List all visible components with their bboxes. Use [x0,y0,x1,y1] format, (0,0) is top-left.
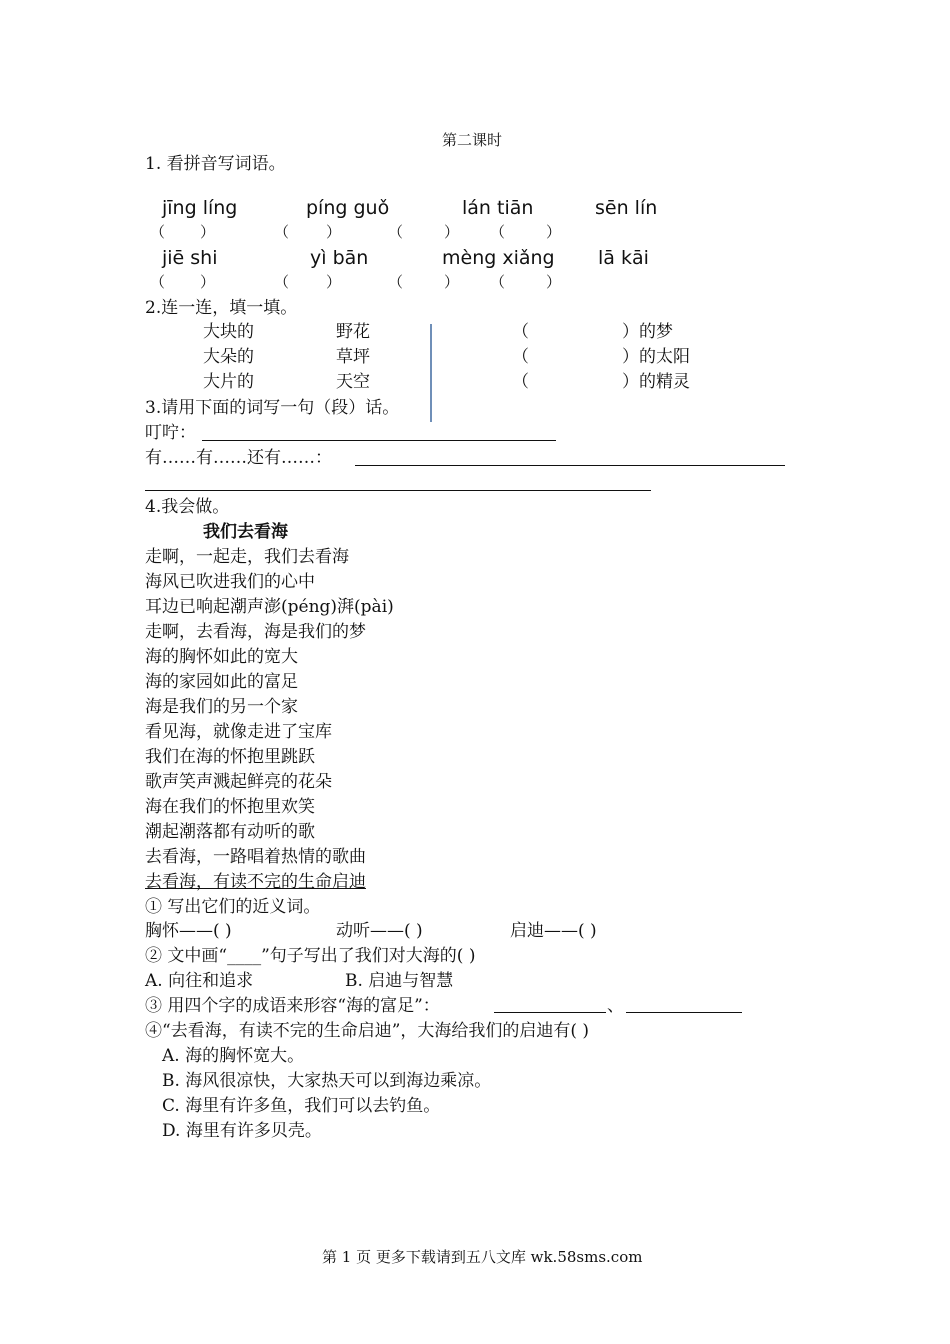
sub-question-4: ④“去看海，有读不完的生命启迪”，大海给我们的启迪有( ) [145,1021,590,1041]
pinyin-item: lán tiān [462,197,534,219]
poem-line: 潮起潮落都有动听的歌 [145,822,315,842]
pinyin-item: mèng xiǎng [442,247,555,269]
fill-ending: ）的太阳 [622,347,690,367]
poem-line: 去看海，一路唱着热情的歌曲 [145,847,366,867]
sub-question-3: ③ 用四个字的成语来形容“海的富足”： [145,996,440,1016]
synonym-item: 启迪——( ) [510,921,597,941]
poem-line: 海是我们的另一个家 [145,697,298,717]
answer-paren-open: （ [490,223,506,241]
poem-line: 海的胸怀如此的宽大 [145,647,298,667]
option-b: B. 启迪与智慧 [345,971,454,991]
poem-line-underlined: 去看海，有读不完的生命启迪 [145,872,366,892]
pinyin-item: yì bān [310,247,369,269]
answer-paren-close: ） [546,273,562,291]
q2-heading: 2.连一连，填一填。 [145,298,298,318]
poem-line: 走啊，一起走，我们去看海 [145,547,349,567]
answer-paren-open: （ [388,273,404,291]
fill-ending: ）的精灵 [622,372,690,392]
synonym-item: 胸怀——( ) [145,921,232,941]
answer-line [494,1012,606,1013]
answer-paren-close: ） [444,273,460,291]
answer-line [202,440,556,441]
page-footer: 第 1 页 更多下载请到五八文库 wk.58sms.com [322,1248,643,1266]
synonym-item: 动听——( ) [336,921,423,941]
match-left-item: 大块的 [203,322,254,342]
answer-paren-open: （ [150,223,166,241]
divider-line [430,324,432,422]
match-right-item: 天空 [336,372,370,392]
answer-paren-open: （ [274,273,290,291]
poem-title: 我们去看海 [203,522,288,542]
fill-paren-open: （ [512,372,529,392]
sub-question-2: ② 文中画“____”句子写出了我们对大海的( ) [145,946,476,966]
page-title: 第二课时 [442,131,503,149]
poem-line: 我们在海的怀抱里跳跃 [145,747,315,767]
pinyin-item: píng guǒ [306,197,390,219]
answer-paren-close: ） [200,273,216,291]
match-left-item: 大片的 [203,372,254,392]
fill-paren-open: （ [512,347,529,367]
answer-paren-close: ） [326,273,342,291]
q1-heading: 1. 看拼音写词语。 [145,154,286,174]
fill-paren-open: （ [512,322,529,342]
answer-paren-close: ） [200,223,216,241]
match-right-item: 野花 [336,322,370,342]
answer-paren-open: （ [388,223,404,241]
answer-paren-close: ） [326,223,342,241]
answer-paren-close: ） [444,223,460,241]
option-item: B. 海风很凉快，大家热天可以到海边乘凉。 [162,1071,492,1091]
fill-ending: ）的梦 [622,322,673,342]
answer-paren-close: ） [546,223,562,241]
pinyin-item: sēn lín [595,197,658,219]
separator: 、 [607,996,624,1016]
pinyin-item: lā kāi [598,247,649,269]
answer-line [355,465,785,466]
poem-line: 耳边已响起潮声澎(péng)湃(pài) [145,597,394,617]
q3-word-label: 有……有……还有……： [145,448,332,468]
poem-line: 海在我们的怀抱里欢笑 [145,797,315,817]
poem-line: 海的家园如此的富足 [145,672,298,692]
answer-paren-open: （ [490,273,506,291]
q3-heading: 3.请用下面的词写一句（段）话。 [145,398,400,418]
sub-question-1: ① 写出它们的近义词。 [145,897,321,917]
answer-line [626,1012,742,1013]
option-item: C. 海里有许多鱼，我们可以去钓鱼。 [162,1096,441,1116]
match-right-item: 草坪 [336,347,370,367]
q4-heading: 4.我会做。 [145,497,230,517]
poem-line: 看见海，就像走进了宝库 [145,722,332,742]
match-left-item: 大朵的 [203,347,254,367]
answer-line [145,490,651,491]
q3-word-label: 叮咛： [145,423,196,443]
pinyin-item: jiē shi [162,247,218,269]
pinyin-item: jīng líng [162,197,238,219]
option-item: D. 海里有许多贝壳。 [162,1121,322,1141]
poem-line: 走啊，去看海，海是我们的梦 [145,622,366,642]
option-item: A. 海的胸怀宽大。 [162,1046,305,1066]
poem-line: 海风已吹进我们的心中 [145,572,315,592]
option-a: A. 向往和追求 [145,971,254,991]
poem-line: 歌声笑声溅起鲜亮的花朵 [145,772,332,792]
answer-paren-open: （ [274,223,290,241]
answer-paren-open: （ [150,273,166,291]
